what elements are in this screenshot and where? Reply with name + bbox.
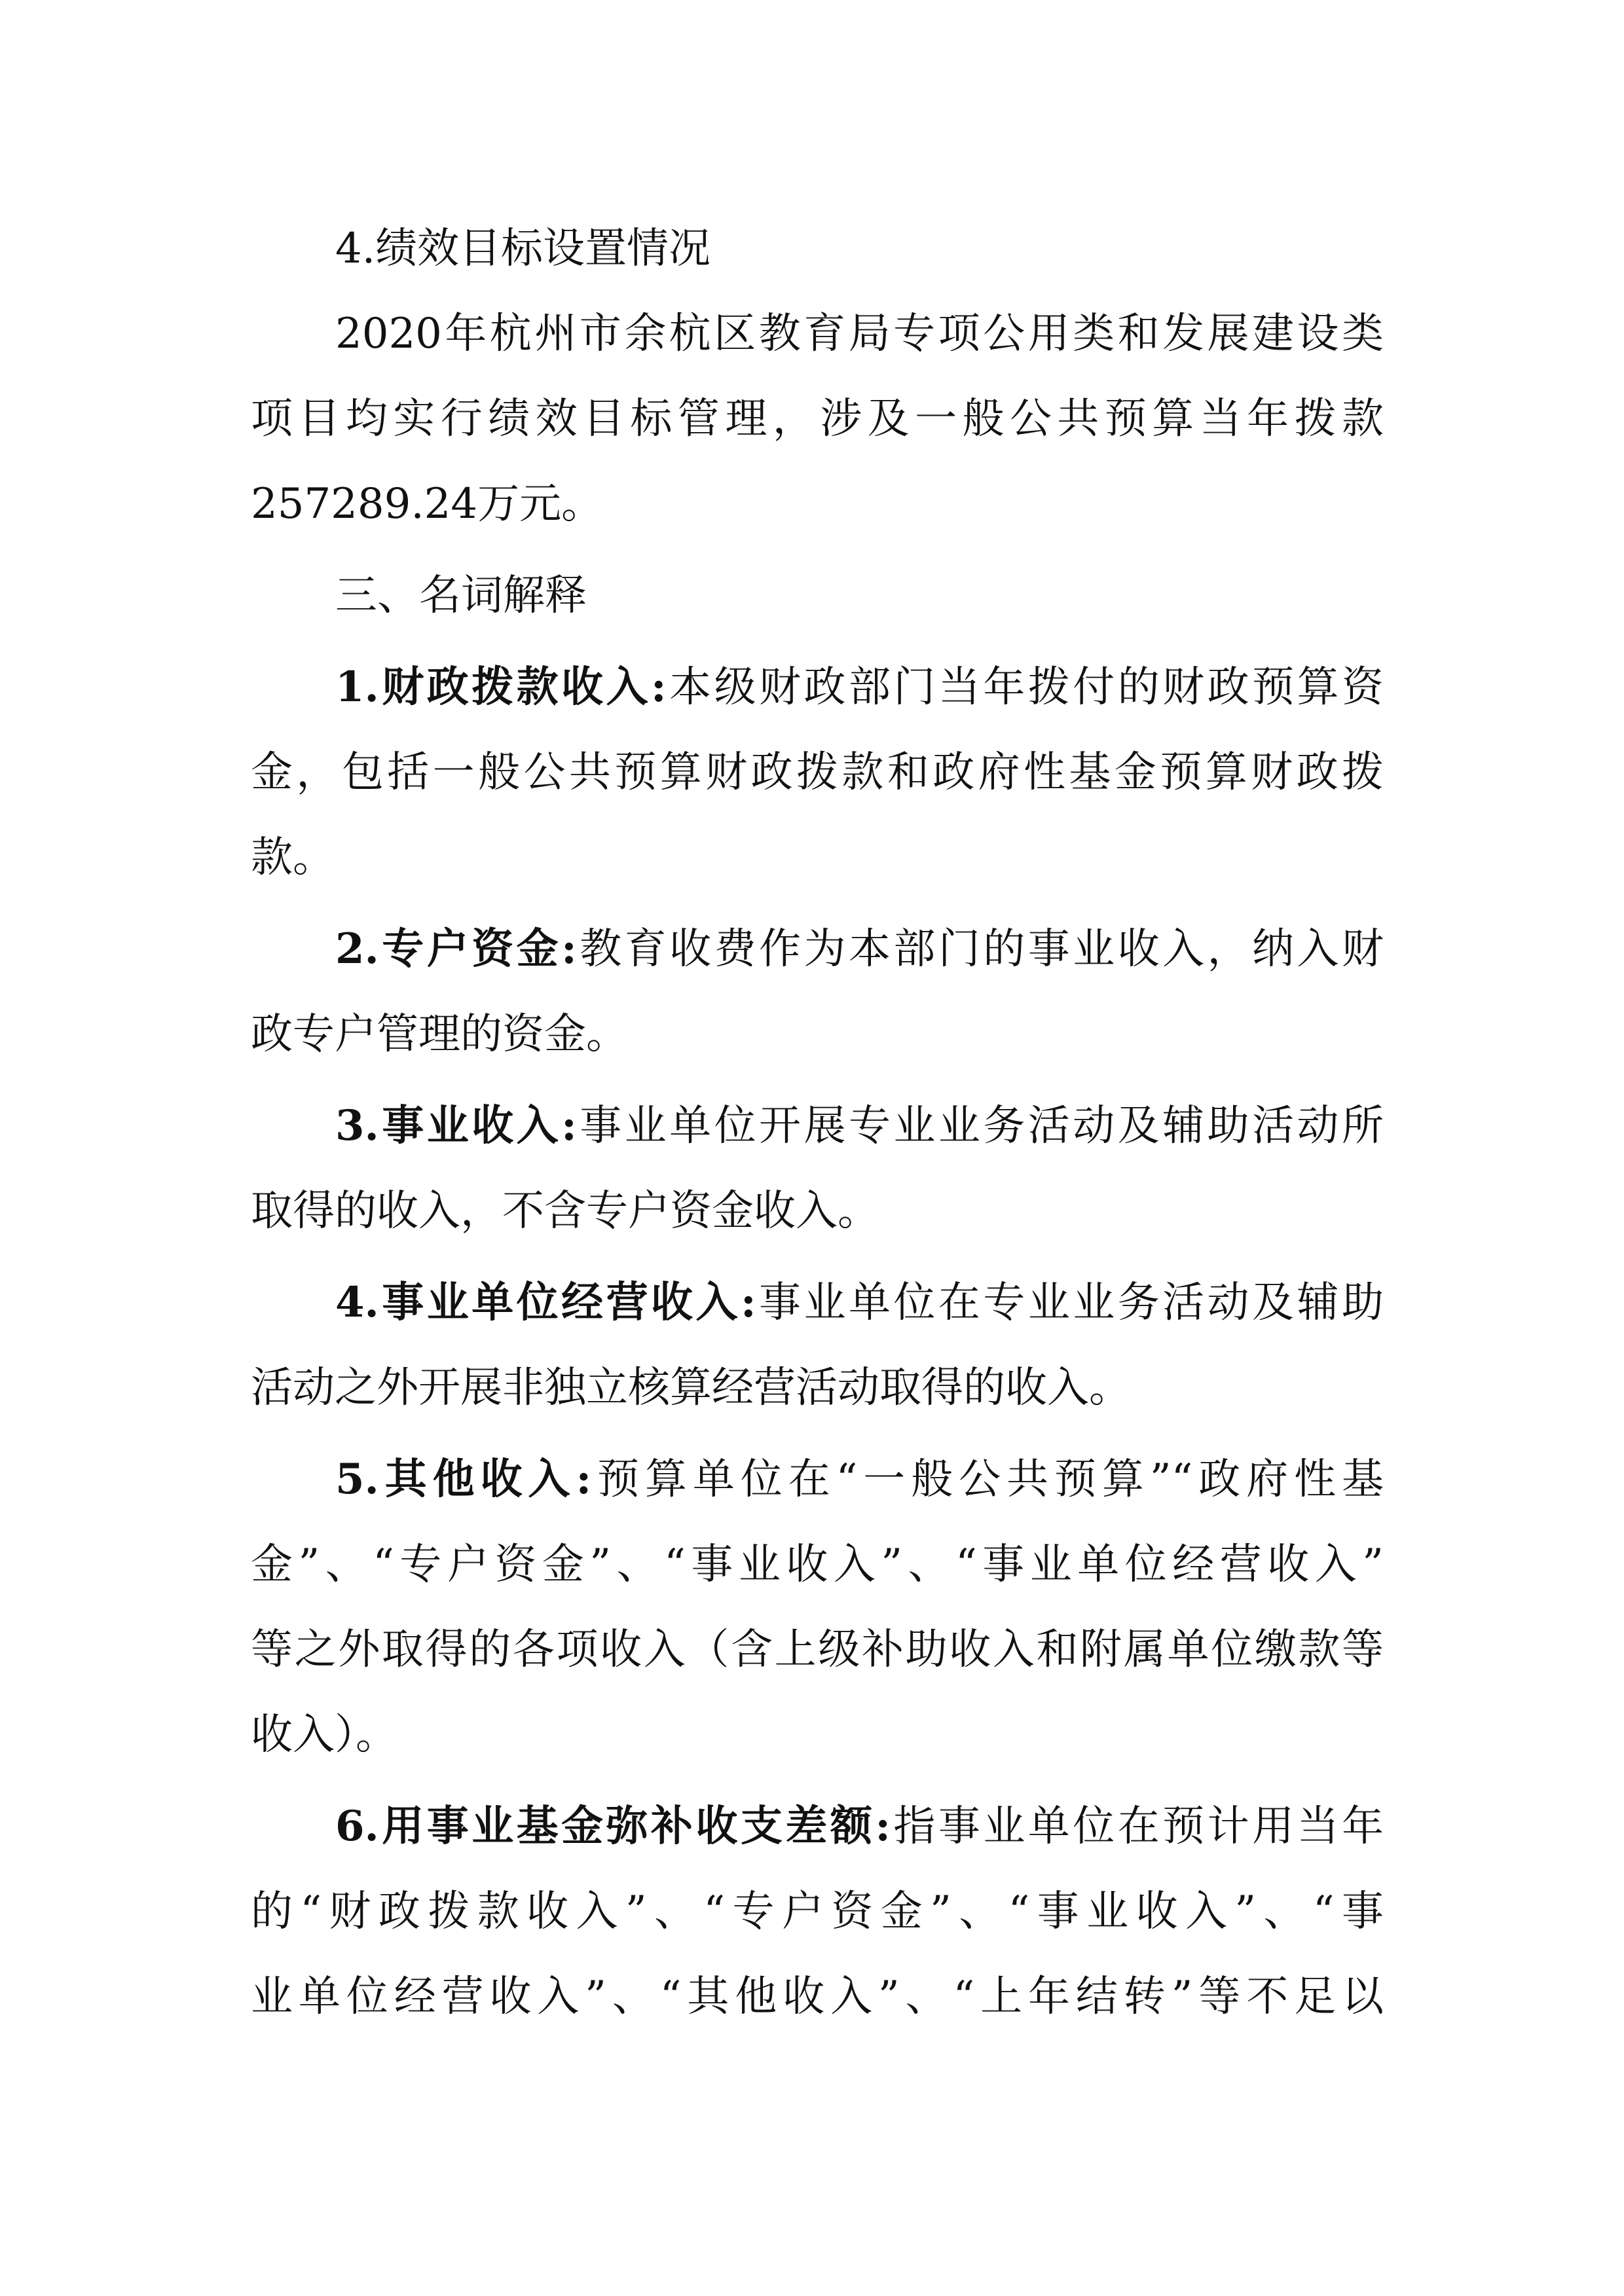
term-label: 1.财政拨款收入: bbox=[335, 663, 667, 712]
term-label: 5.其他收入: bbox=[335, 1455, 592, 1504]
term-definition: 本级财政部门当年拨付的财政预算资 bbox=[666, 663, 1384, 712]
paragraph-line: 金”、“专户资金”、“事业收入”、“事业单位经营收入” bbox=[251, 1540, 1384, 1589]
paragraph-line: 收入）。 bbox=[251, 1711, 397, 1759]
term-paragraph-first-line bbox=[335, 917, 1384, 982]
paragraph-line: 业单位经营收入”、“其他收入”、“上年结转”等不足以 bbox=[251, 1973, 1384, 2021]
term-paragraph-first-line bbox=[335, 1270, 1384, 1336]
paragraph-line: 金，包括一般公共预算财政拨款和政府性基金预算财政拨 bbox=[251, 748, 1384, 797]
term-paragraph-first-line bbox=[335, 1447, 1384, 1512]
term-paragraph-first-line bbox=[335, 655, 1384, 720]
term-label: 4.事业单位经营收入: bbox=[335, 1278, 756, 1327]
term-paragraph-first-line bbox=[335, 1794, 1384, 1859]
section-heading-glossary: 三、名词解释 bbox=[335, 572, 587, 620]
paragraph-line: 款。 bbox=[251, 833, 335, 882]
paragraph-line: 2020年杭州市余杭区教育局专项公用类和发展建设类 bbox=[335, 310, 1384, 358]
paragraph-line: 取得的收入，不含专户资金收入。 bbox=[251, 1187, 879, 1235]
term-paragraph-first-line bbox=[335, 1093, 1384, 1159]
term-definition: 事业单位开展专业业务活动及辅助活动所 bbox=[576, 1102, 1384, 1150]
term-label: 3.事业收入: bbox=[335, 1101, 577, 1150]
term-definition: 指事业单位在预计用当年 bbox=[890, 1802, 1384, 1851]
term-label: 6.用事业基金弥补收支差额: bbox=[335, 1802, 891, 1851]
paragraph-line: 项目均实行绩效目标管理，涉及一般公共预算当年拨款 bbox=[251, 395, 1384, 443]
paragraph-line: 等之外取得的各项收入（含上级补助收入和附属单位缴款等 bbox=[251, 1626, 1384, 1674]
paragraph-line: 的“财政拨款收入”、“专户资金”、“事业收入”、“事 bbox=[251, 1887, 1384, 1936]
term-definition: 教育收费作为本部门的事业收入，纳入财 bbox=[576, 925, 1384, 974]
paragraph-line: 政专户管理的资金。 bbox=[251, 1010, 628, 1059]
paragraph-line: 活动之外开展非独立核算经营活动取得的收入。 bbox=[251, 1364, 1131, 1412]
term-definition: 事业单位在专业业务活动及辅助 bbox=[756, 1279, 1384, 1327]
paragraph-line: 257289.24万元。 bbox=[251, 480, 604, 528]
term-label: 2.专户资金: bbox=[335, 924, 577, 974]
term-definition: 预算单位在“一般公共预算”“政府性基 bbox=[591, 1455, 1384, 1504]
section-heading-performance-goals: 4.绩效目标设置情况 bbox=[335, 225, 711, 273]
